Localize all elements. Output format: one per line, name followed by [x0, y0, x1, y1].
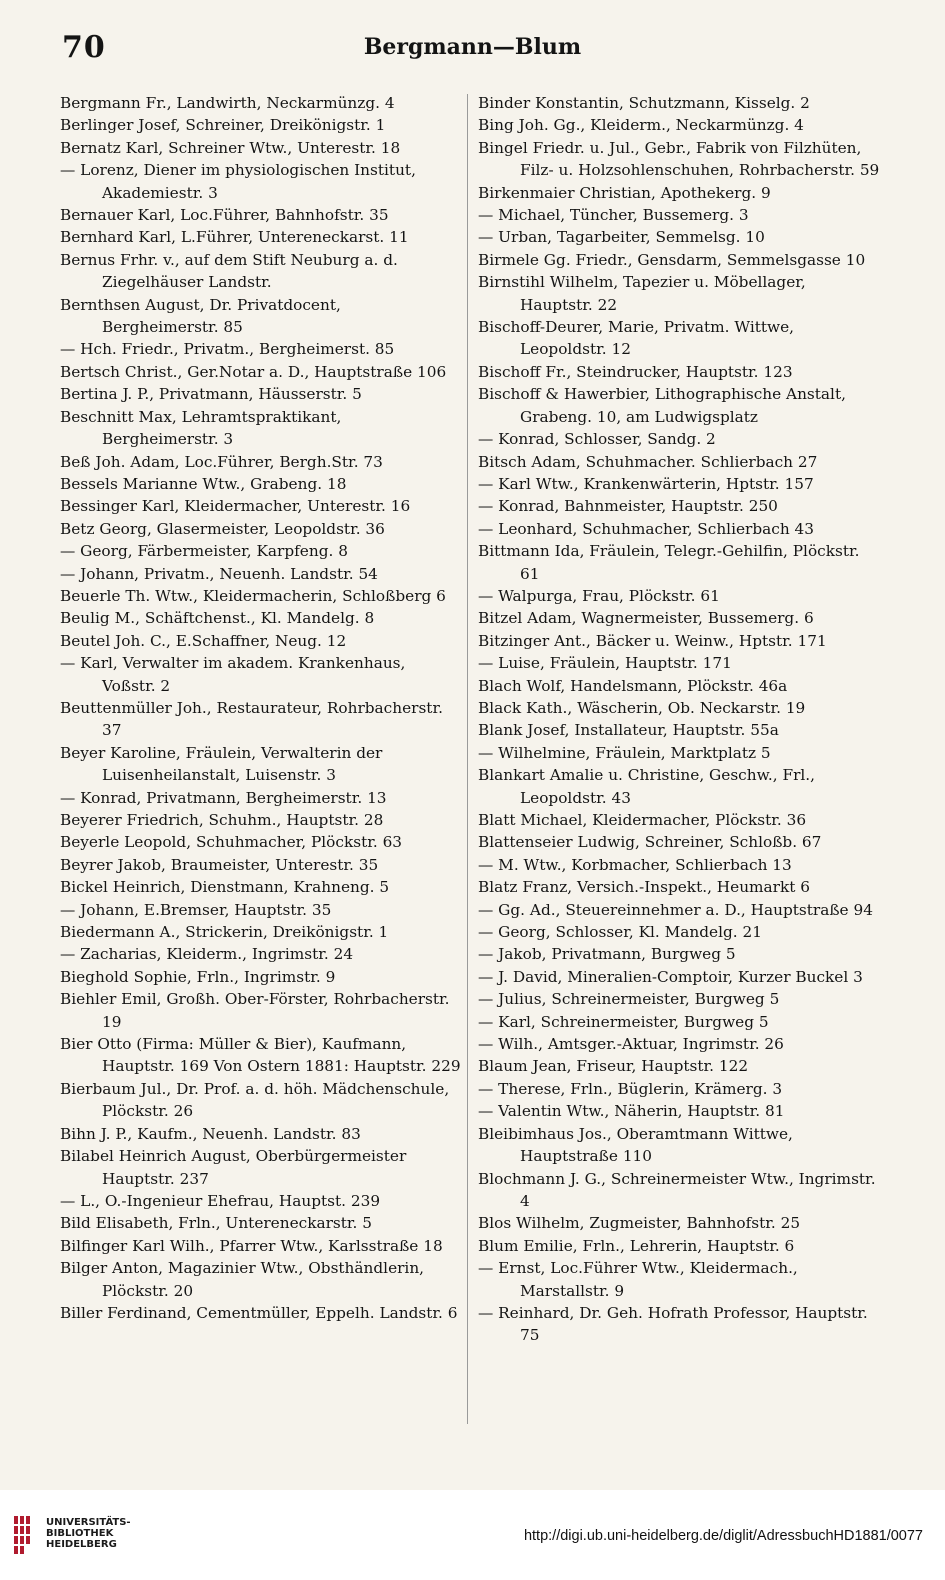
directory-entry: Bing Joh. Gg., Kleiderm., Neckarmünzg. 4 [478, 116, 804, 135]
directory-entry: Bihn J. P., Kaufm., Neuenh. Landstr. 83 [60, 1124, 361, 1143]
logo-line: BIBLIOTHEK [46, 1528, 114, 1539]
directory-entry: — Wilh., Amtsger.-Aktuar, Ingrimstr. 26 [478, 1035, 784, 1054]
directory-entry: — Urban, Tagarbeiter, Semmelsg. 10 [478, 228, 765, 247]
directory-entry: — L., O.-Ingenieur Ehefrau, Hauptst. 239 [60, 1191, 381, 1210]
directory-entry: Blattenseier Ludwig, Schreiner, Schloßb. 67 [478, 833, 822, 852]
directory-entry: Blatz Franz, Versich.-Inspekt., Heumarkt 6 [478, 878, 810, 897]
directory-entry: — Konrad, Privatmann, Bergheimerstr. 13 [60, 788, 387, 807]
directory-entry: — Leonhard, Schuhmacher, Schlierbach 43 [478, 519, 814, 538]
directory-entry: Bild Elisabeth, Frln., Untereneckarstr. 5 [60, 1214, 372, 1233]
left-column [60, 92, 462, 1324]
directory-entry: — Luise, Fräulein, Hauptstr. 171 [478, 654, 732, 673]
directory-entry: — Karl, Schreinermeister, Burgweg 5 [478, 1012, 769, 1031]
directory-entry: Blatt Michael, Kleidermacher, Plöckstr. 36 [478, 811, 807, 829]
directory-entry: — Ernst, Loc.Führer Wtw., Kleidermach., Marstallstr. 9 [478, 1259, 798, 1300]
directory-entry: Bier Otto (Firma: Müller & Bier), Kaufmann, Hauptstr. 169 Von Ostern 1881: Hauptstr. 229 [60, 1035, 461, 1076]
library-logo-icon [12, 1516, 36, 1558]
directory-entry: Bleibimhaus Jos., Oberamtmann Wittwe, Hauptstraße 110 [478, 1124, 793, 1166]
directory-entry: — Julius, Schreinermeister, Burgweg 5 [478, 990, 780, 1009]
directory-entry: Bingel Friedr. u. Jul., Gebr., Fabrik von Filzhüten, Filz- u. Holzsohlenschuhen, Rohrbacherstr. 59 [478, 138, 880, 180]
directory-entry: — Gg. Ad., Steuereinnehmer a. D., Hauptstraße 94 [478, 900, 873, 919]
directory-entry: Bergmann Fr., Landwirth, Neckarmünzg. 4 [60, 94, 395, 112]
directory-entry: Bertina J. P., Privatmann, Häusserstr. 5 [60, 385, 362, 404]
directory-entry: Beyrer Jakob, Braumeister, Unterestr. 35 [60, 855, 379, 874]
directory-entry: Blos Wilhelm, Zugmeister, Bahnhofstr. 25 [478, 1214, 801, 1233]
directory-entry: — Karl, Verwalter im akadem. Krankenhaus, Voßstr. 2 [60, 654, 406, 695]
directory-entry: — J. David, Mineralien-Comptoir, Kurzer Buckel 3 [478, 967, 863, 986]
directory-entry: Beuerle Th. Wtw., Kleidermacherin, Schloßberg 6 [60, 586, 446, 605]
directory-entry: Bitzinger Ant., Bäcker u. Weinw., Hptstr. 171 [478, 631, 827, 650]
directory-entry: — M. Wtw., Korbmacher, Schlierbach 13 [478, 855, 792, 874]
directory-entry: Bernthsen August, Dr. Privatdocent, Bergheimerstr. 85 [60, 295, 341, 337]
viewer-footer [0, 1490, 945, 1580]
directory-entry: Bickel Heinrich, Dienstmann, Krahneng. 5 [60, 878, 390, 897]
page-header: Bergmann—Blum [363, 34, 582, 60]
directory-entry: — Walpurga, Frau, Plöckstr. 61 [478, 586, 720, 605]
directory-entry: Bittmann Ida, Fräulein, Telegr.-Gehilfin, Plöckstr. 61 [478, 542, 860, 583]
directory-entry: Biedermann A., Strickerin, Dreikönigstr. 1 [60, 923, 389, 942]
directory-entry: Blach Wolf, Handelsmann, Plöckstr. 46a [478, 676, 788, 695]
column-divider [467, 94, 468, 1424]
directory-entry: — Georg, Schlosser, Kl. Mandelg. 21 [478, 923, 762, 942]
directory-entry: Bitzel Adam, Wagnermeister, Bussemerg. 6 [478, 609, 814, 628]
directory-entry: Beyerer Friedrich, Schuhm., Hauptstr. 28 [60, 811, 384, 829]
directory-entry: — Johann, E.Bremser, Hauptstr. 35 [60, 900, 332, 919]
directory-entry: — Konrad, Bahnmeister, Hauptstr. 250 [478, 497, 778, 516]
directory-entry: Beschnitt Max, Lehramtspraktikant, Bergheimerstr. 3 [60, 407, 342, 449]
directory-entry: Birnstihl Wilhelm, Tapezier u. Möbellager, Hauptstr. 22 [478, 273, 806, 314]
directory-entry: Beutel Joh. C., E.Schaffner, Neug. 12 [60, 631, 347, 650]
directory-entry: Bitsch Adam, Schuhmacher. Schlierbach 27 [478, 452, 818, 471]
directory-entry: Blaum Jean, Friseur, Hauptstr. 122 [478, 1057, 749, 1076]
directory-entry: — Michael, Tüncher, Bussemerg. 3 [478, 206, 749, 225]
directory-entry: Beuttenmüller Joh., Restaurateur, Rohrbacherstr. 37 [60, 698, 443, 740]
directory-entry: Bernhard Karl, L.Führer, Untereneckarst. 11 [60, 228, 409, 247]
directory-entry: Birkenmaier Christian, Apothekerg. 9 [478, 183, 771, 202]
directory-entry: Beyer Karoline, Fräulein, Verwalterin der Luisenheilanstalt, Luisenstr. 3 [60, 743, 383, 785]
directory-entry: Bierbaum Jul., Dr. Prof. a. d. höh. Mädchenschule, Plöckstr. 26 [60, 1079, 450, 1121]
source-url-link[interactable]: http://digi.ub.uni-heidelberg.de/diglit/AdressbuchHD1881/0077 [523, 1528, 923, 1544]
directory-entry: Binder Konstantin, Schutzmann, Kisselg. 2 [478, 94, 810, 112]
directory-entry: Bessinger Karl, Kleidermacher, Unterestr. 16 [60, 497, 411, 516]
directory-entry: — Jakob, Privatmann, Burgweg 5 [478, 945, 736, 964]
directory-entry: — Reinhard, Dr. Geh. Hofrath Professor, Hauptstr. 75 [478, 1303, 868, 1345]
directory-entry: Bischoff & Hawerbier, Lithographische Anstalt, Grabeng. 10, am Ludwigsplatz [478, 385, 846, 426]
right-column [478, 92, 880, 1347]
directory-entry: — Konrad, Schlosser, Sandg. 2 [478, 430, 716, 449]
page-number: 70 [62, 30, 106, 65]
directory-entry: Blum Emilie, Frln., Lehrerin, Hauptstr. 6 [478, 1236, 795, 1255]
directory-entry: Beß Joh. Adam, Loc.Führer, Bergh.Str. 73 [60, 452, 383, 471]
directory-entry: Berlinger Josef, Schreiner, Dreikönigstr. 1 [60, 116, 386, 135]
directory-entry: — Karl Wtw., Krankenwärterin, Hptstr. 157 [478, 474, 814, 493]
directory-entry: Birmele Gg. Friedr., Gensdarm, Semmelsgasse 10 [478, 250, 866, 269]
directory-entry: Beyerle Leopold, Schuhmacher, Plöckstr. 63 [60, 833, 403, 852]
directory-entry: Bertsch Christ., Ger.Notar a. D., Hauptstraße 106 [60, 362, 447, 381]
logo-line: UNIVERSITÄTS- [46, 1517, 131, 1528]
directory-entry: Beulig M., Schäftchenst., Kl. Mandelg. 8 [60, 609, 375, 628]
directory-entry: Bilabel Heinrich August, Oberbürgermeister Hauptstr. 237 [60, 1147, 407, 1188]
directory-entry: — Therese, Frln., Büglerin, Krämerg. 3 [478, 1079, 783, 1098]
directory-entry: — Johann, Privatm., Neuenh. Landstr. 54 [60, 564, 378, 583]
directory-entry: — Georg, Färbermeister, Karpfeng. 8 [60, 542, 348, 561]
directory-entry: Blankart Amalie u. Christine, Geschw., Frl., Leopoldstr. 43 [478, 766, 815, 807]
directory-entry: Bessels Marianne Wtw., Grabeng. 18 [60, 474, 347, 493]
directory-entry: Betz Georg, Glasermeister, Leopoldstr. 36 [60, 519, 385, 538]
logo-line: HEIDELBERG [46, 1539, 117, 1550]
directory-entry: Blochmann J. G., Schreinermeister Wtw., Ingrimstr. 4 [478, 1169, 876, 1210]
directory-entry: Bilfinger Karl Wilh., Pfarrer Wtw., Karlsstraße 18 [60, 1236, 443, 1255]
directory-entry: Blank Josef, Installateur, Hauptstr. 55a [478, 721, 779, 740]
directory-entry: Biller Ferdinand, Cementmüller, Eppelh. Landstr. 6 [60, 1303, 458, 1322]
library-logo-text [46, 1517, 131, 1550]
directory-entry: Biehler Emil, Großh. Ober-Förster, Rohrbacherstr. 19 [60, 990, 450, 1031]
directory-entry: — Hch. Friedr., Privatm., Bergheimerst. 85 [60, 340, 395, 359]
directory-entry: Bilger Anton, Magazinier Wtw., Obsthändlerin, Plöckstr. 20 [60, 1259, 425, 1300]
directory-entry: Bieghold Sophie, Frln., Ingrimstr. 9 [60, 967, 336, 986]
directory-entry: Bischoff-Deurer, Marie, Privatm. Wittwe, Leopoldstr. 12 [478, 318, 795, 359]
directory-entry: — Valentin Wtw., Näherin, Hauptstr. 81 [478, 1102, 785, 1121]
directory-entry: Black Kath., Wäscherin, Ob. Neckarstr. 19 [478, 698, 806, 717]
directory-entry: Bernatz Karl, Schreiner Wtw., Unterestr. 18 [60, 138, 401, 157]
directory-entry: Bernus Frhr. v., auf dem Stift Neuburg a. d. Ziegelhäuser Landstr. [60, 250, 398, 292]
directory-entry: — Zacharias, Kleiderm., Ingrimstr. 24 [60, 945, 354, 964]
directory-entry: Bischoff Fr., Steindrucker, Hauptstr. 123 [478, 362, 793, 381]
directory-entry: Bernauer Karl, Loc.Führer, Bahnhofstr. 35 [60, 206, 389, 225]
directory-entry: — Lorenz, Diener im physiologischen Institut, Akademiestr. 3 [60, 161, 416, 202]
directory-entry: — Wilhelmine, Fräulein, Marktplatz 5 [478, 743, 771, 762]
